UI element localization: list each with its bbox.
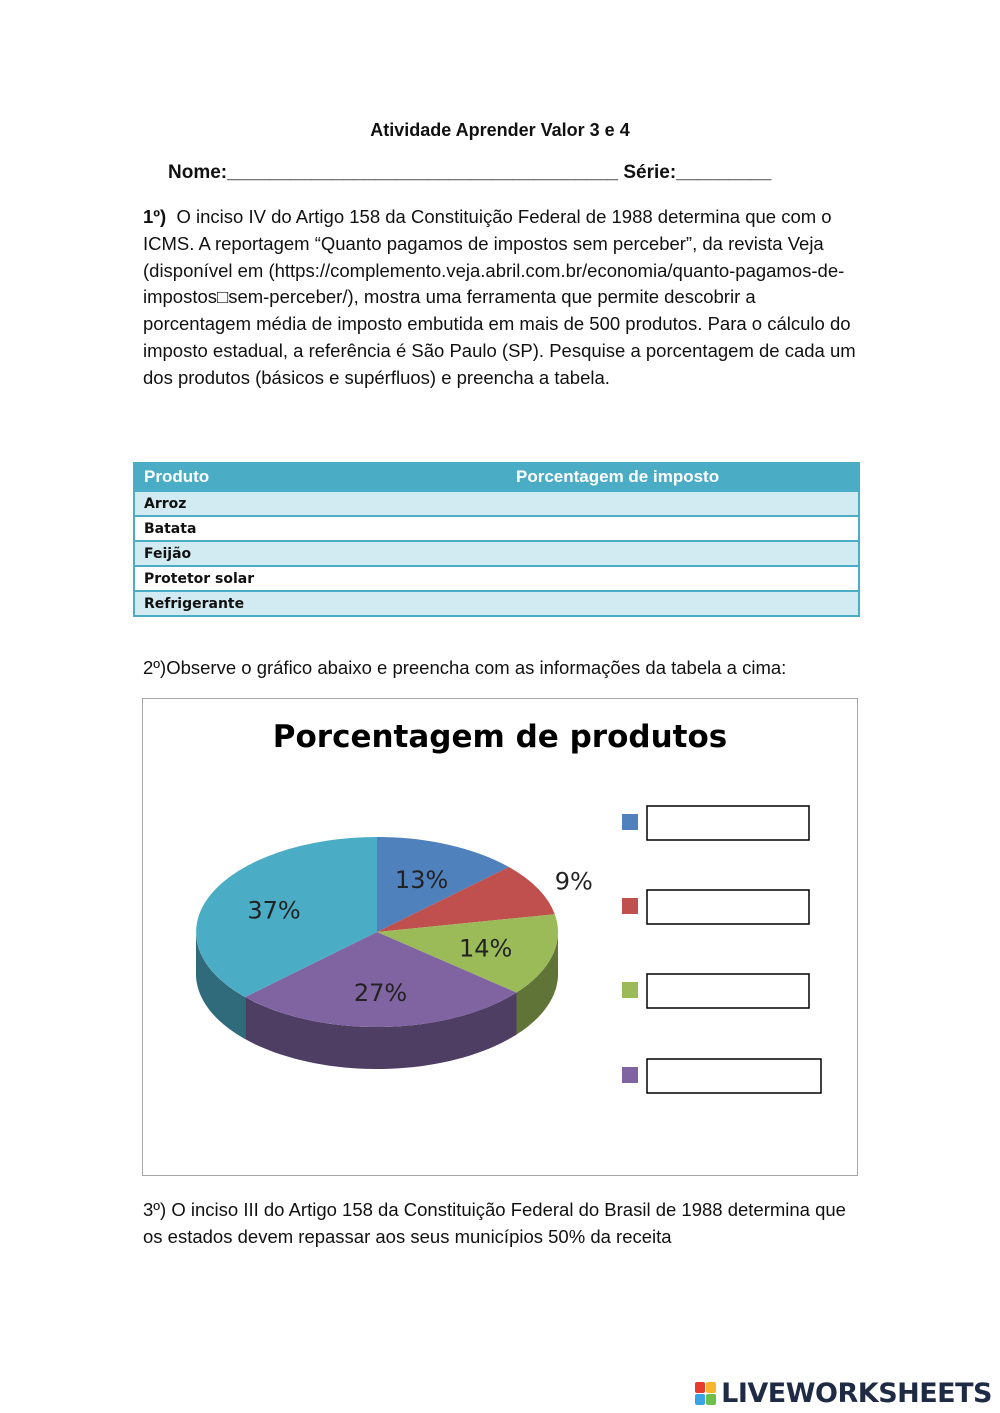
header-product: Produto: [134, 463, 507, 491]
logo-tile: [706, 1382, 716, 1393]
legend-answer-box: [647, 806, 809, 840]
question-1-number: 1º): [143, 206, 167, 227]
pie-data-label: 14%: [459, 934, 513, 963]
legend-answer-box: [647, 974, 809, 1008]
logo-tile: [706, 1394, 716, 1405]
name-series-line[interactable]: Nome:_____________________________________ Série:_________: [168, 162, 772, 183]
product-cell: Refrigerante: [134, 591, 507, 616]
table-row: [134, 491, 859, 516]
product-cell: Protetor solar: [134, 566, 507, 591]
table-row: [134, 566, 859, 591]
product-cell: Arroz: [134, 491, 507, 516]
percent-cell[interactable]: [507, 491, 859, 516]
legend-marker: [622, 814, 638, 830]
question-1-text: O inciso IV do Artigo 158 da Constituição Federal de 1988 determina que com o ICMS. A reportagem “Quanto pagamos de impostos sem perceber”, da revista Veja (disponível em (https://complemento.veja.abril.com.br/economia/quanto-pagamos-de-impostos□sem-perceber/), mostra uma ferramenta que permite descobrir a porcentagem média de imposto embutida em mais de 500 produtos. Para o cálculo do imposto estadual, a referência é São Paulo (SP). Pesquise a porcentagem de cada um dos produtos (básicos e supérfluos) e preencha a tabela.: [143, 206, 856, 388]
question-1: [143, 204, 863, 392]
chart-title: Porcentagem de produtos: [272, 719, 728, 755]
page-title: Atividade Aprender Valor 3 e 4: [370, 120, 630, 140]
question-2: 2º)Observe o gráfico abaixo e preencha com as informações da tabela a cima:: [143, 657, 787, 678]
pie-chart: [143, 699, 857, 1175]
header-percent: Porcentagem de imposto: [507, 463, 859, 491]
logo-tile: [695, 1382, 705, 1393]
percent-cell[interactable]: [507, 591, 859, 616]
product-cell: Batata: [134, 516, 507, 541]
pie-chart-frame: [142, 698, 858, 1176]
legend-marker: [622, 982, 638, 998]
question-3: 3º) O inciso III do Artigo 158 da Constituição Federal do Brasil de 1988 determina que os estados devem repassar aos seus municípios 50% da receita: [143, 1199, 846, 1247]
legend-answer-box: [647, 890, 809, 924]
pie-data-label: 37%: [247, 896, 301, 925]
pie-data-label: 27%: [353, 978, 408, 1007]
table-row: [134, 541, 859, 566]
pie-data-label: 13%: [394, 865, 449, 894]
percent-cell[interactable]: [507, 566, 859, 591]
legend-answer-box: [647, 1059, 821, 1093]
legend-marker: [622, 1067, 638, 1083]
watermark-text: LIVEWORKSHEETS: [721, 1378, 992, 1409]
legend-marker: [622, 898, 638, 914]
logo-tile: [695, 1394, 705, 1405]
table-header-row: [134, 463, 859, 491]
table-row: [134, 516, 859, 541]
tax-table: [133, 462, 860, 617]
percent-cell[interactable]: [507, 516, 859, 541]
liveworksheets-logo-icon: [695, 1382, 717, 1406]
table-row: [134, 591, 859, 616]
pie-data-label: 9%: [554, 867, 593, 896]
percent-cell[interactable]: [507, 541, 859, 566]
liveworksheets-watermark: [695, 1378, 992, 1409]
product-cell: Feijão: [134, 541, 507, 566]
